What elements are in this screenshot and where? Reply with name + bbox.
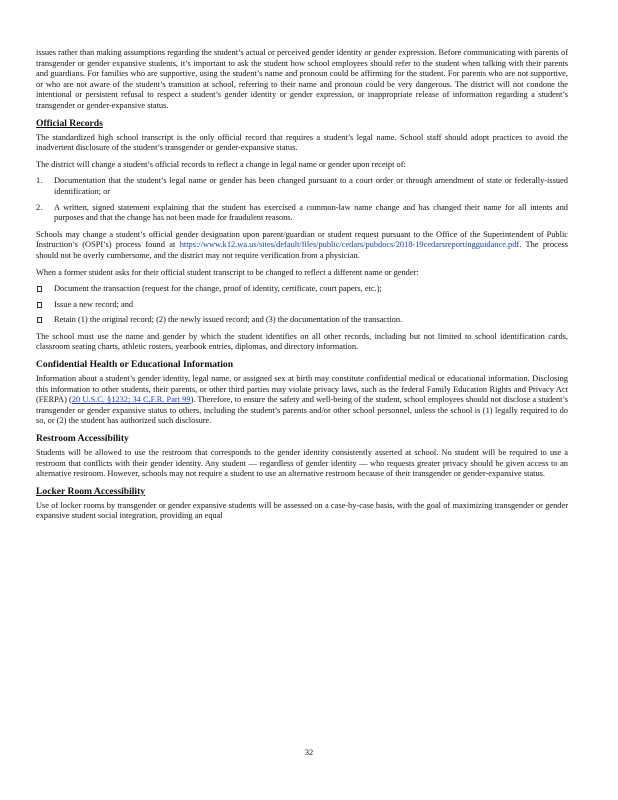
ospi-guidance-link[interactable]: https://www.k12.wa.us/sites/default/files/public/cedars/pubdocs/2018-19cedarsreportingguidance.pdf (179, 240, 520, 250)
confidential-info-text-after: ). Therefore, to ensure the safety and well-being of the student, school employees should not disclose a student’s transgender or gender expansive status to others, including the student’s parents and/or other school personnel, unless the school is (1) legally required to do so, or (2) the student has authorized such disclosure. (36, 395, 568, 426)
official-records-paragraph-5: The school must use the name and gender by which the student identifies on all other records, including but not limited to school identification cards, classroom seating charts, athletic rosters, yearbook entries, diplomas, and directory information. (36, 331, 568, 352)
locker-room-paragraph: Use of locker rooms by transgender or gender expansive students will be assessed on a case-by-case basis, with the goal of maximizing transgender or gender expansive student social integration, providing an equal (36, 500, 568, 521)
page-number: 32 (304, 748, 314, 757)
official-records-paragraph-4: When a former student asks for their official student transcript to be changed to reflect a different name or gender: (36, 267, 419, 277)
list-item-text: A written, signed statement explaining that the student has exercised a common-law name change and has changed their name for all intents and purposes and that the change has not been made for fraudulent reasons. (54, 202, 568, 223)
official-records-paragraph-3 (36, 230, 568, 262)
restroom-accessibility-heading: Restroom Accessibility (36, 433, 129, 445)
list-item-text: Document the transaction (request for the change, proof of identity, certificate, court papers, etc.); (54, 284, 382, 294)
restroom-accessibility-paragraph: Students will be allowed to use the restroom that corresponds to the gender identity consistently asserted at school. No student will be required to use a restroom that conflicts with their gender identity. Any student — regardless of gender identity — who requests greater privacy should be given access to an alternative restroom. However, schools may not require a student to use an alternative restroom because of their transgender or gender-expansive status. (36, 448, 568, 479)
official-records-paragraph-1: The standardized high school transcript is the only official record that requires a student’s legal name. School staff should adopt practices to avoid the inadvertent disclosure of the student’s transgender or gender-expansive status. (36, 132, 568, 153)
ferpa-citation-link[interactable]: 20 U.S.C. §1232; 34 C.F.R. Part 99 (71, 395, 191, 405)
confidential-info-paragraph (36, 374, 568, 427)
list-item-text: Issue a new record; and (54, 299, 134, 309)
checkbox-bullet-icon (37, 302, 42, 308)
confidential-info-text: Information about a student’s gender identity, legal name, or assigned sex at birth may constitute confidential medical or educational information. Disclosing this information to other students, their parents, or other third parties may violate privacy laws, such as the federal Family Education Rights and Privacy Act (FERPA) ( (36, 374, 568, 405)
ospi-process-text: Schools may change a student’s official gender designation upon parent/guardian or student request pursuant to the Office of the Superintendent of Public Instruction’s (OSPI’s) process found at (36, 229, 568, 250)
checkbox-bullet-icon (37, 286, 42, 292)
former-student-steps-list (36, 284, 568, 326)
locker-room-heading-text: Locker Room Accessibility (36, 485, 146, 497)
official-records-heading-text: Official Records (36, 117, 103, 129)
list-item-number: 2. (36, 202, 43, 212)
list-item-text: Documentation that the student’s legal name or gender has been changed pursuant to a court order or through amendment of state or federally-issued identification; or (54, 176, 568, 196)
list-item (36, 315, 568, 326)
list-item-number: 1. (36, 176, 43, 186)
list-item (36, 284, 568, 295)
list-item-text: Retain (1) the original record; (2) the newly issued record; and (3) the documentation of the transaction. (54, 315, 403, 325)
official-records-paragraph-2: The district will change a student’s official records to reflect a change in legal name or gender upon receipt of: (36, 159, 406, 169)
locker-room-accessibility-heading (36, 486, 568, 498)
list-item (36, 300, 568, 311)
list-item (36, 203, 568, 224)
official-records-heading (36, 118, 568, 130)
document-page (36, 48, 568, 528)
official-records-list (36, 176, 568, 223)
checkbox-bullet-icon (37, 317, 42, 323)
confidential-info-heading: Confidential Health or Educational Information (36, 359, 234, 371)
ospi-process-text-after: . The process should not be overly cumbersome, and the district may not require verification from a physician. (36, 240, 568, 260)
intro-paragraph: issues rather than making assumptions regarding the student’s actual or perceived gender identity or gender expression. Before communicating with parents of transgender or gender expansive students, it’s important to ask the student how school employees should refer to the student when talking with their parents and guardians. For families who are supportive, using the student’s name and pronoun could be affirming for the student. For parents who are not supportive, or who are not aware of the student’s transition at school, referring to their name and pronoun could be very dangerous. The district will not condone the intentional or persistent refusal to respect a student’s gender identity or gender expression, or inappropriate release of information regarding a student’s transgender or gender-expansive status. (36, 48, 568, 110)
list-item (36, 176, 568, 197)
